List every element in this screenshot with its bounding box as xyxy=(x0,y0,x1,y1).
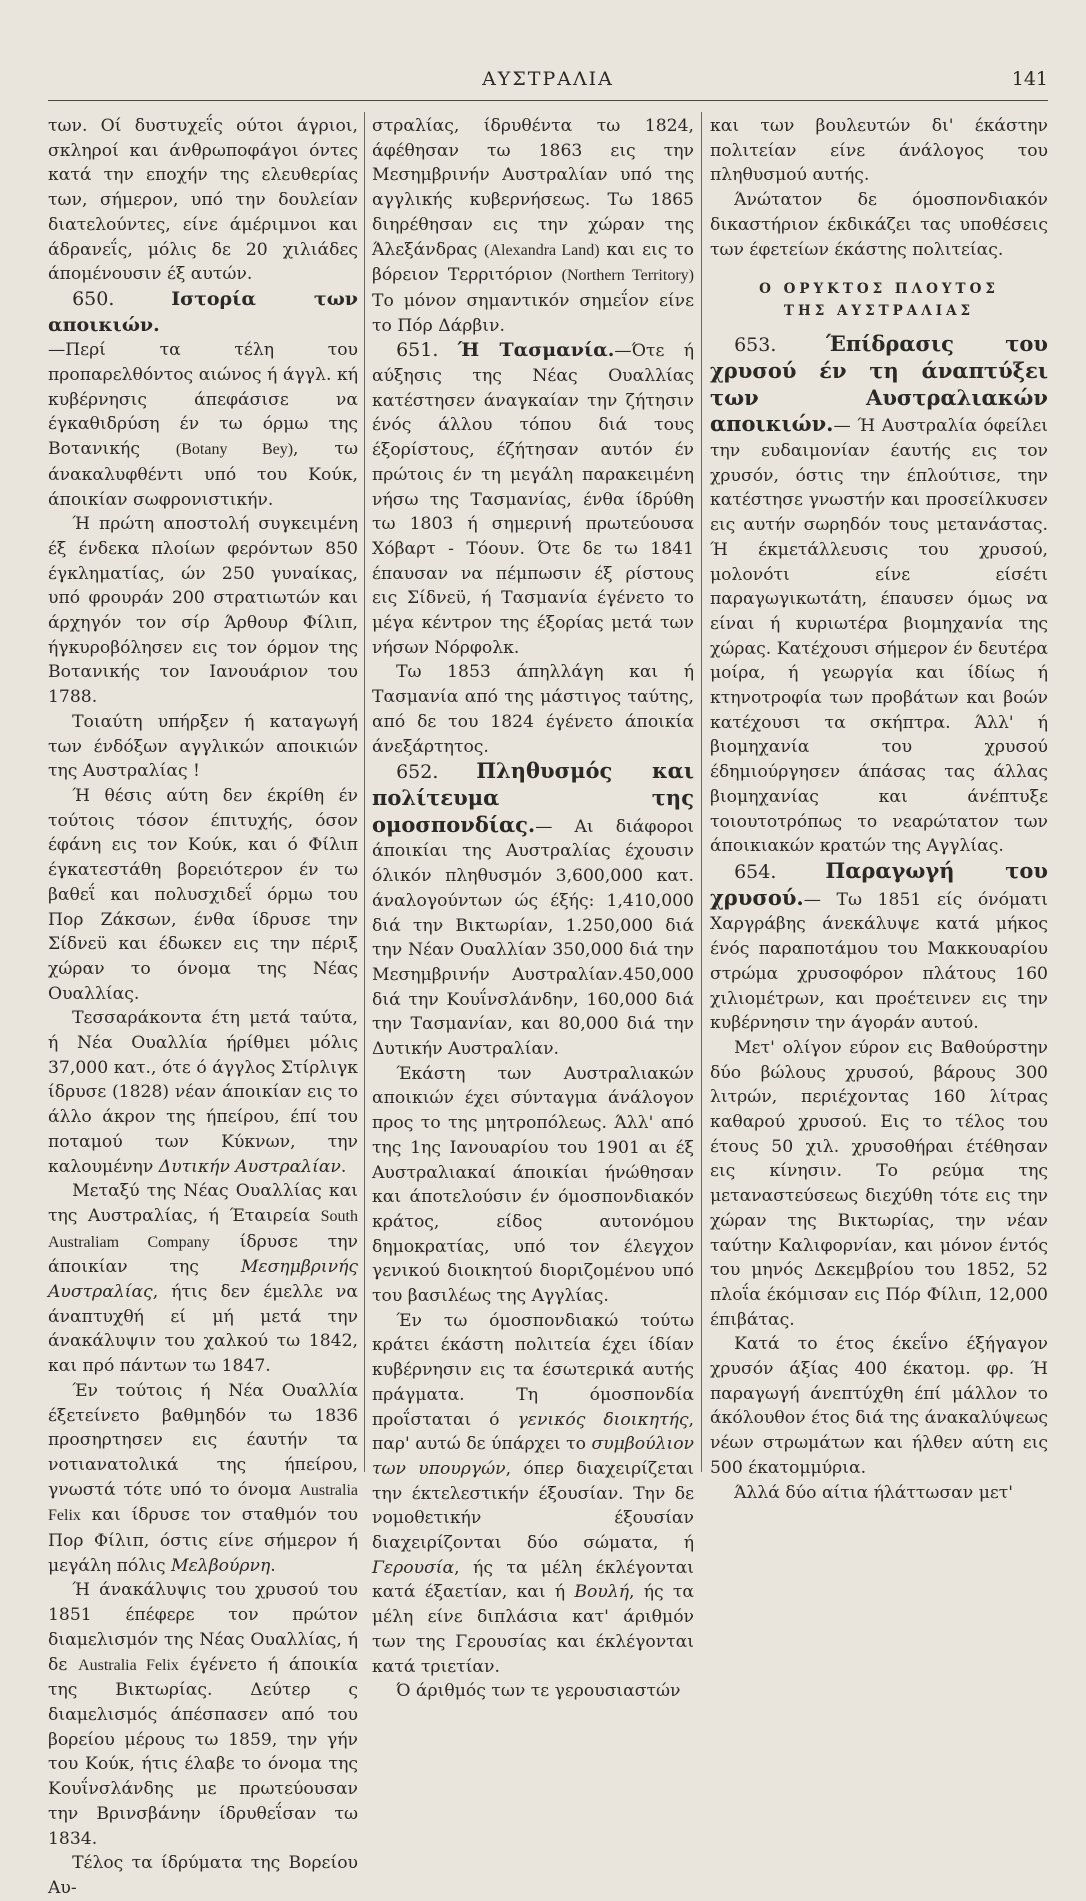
paragraph xyxy=(48,1179,358,1379)
text-run: , ήτις δεν έμελλε να άναπτυχθή εί μή μετά την άνακάλυψιν του χαλκού τω 1842, και πρό πάντων τω 1847. xyxy=(48,1282,358,1377)
paragraph: Άλλά δύο αίτια ήλάττωσαν μετ' xyxy=(734,1482,1014,1503)
paragraph: Κατά το έτος έκεΐνο έξήγαγον χρυσόν άξίας 400 έκατομ. φρ. Ή παραγωγή άνεπτύχθη έπί μάλλον το άκόλουθον έτος διά της άνακαλύψεως νέων στρωμάτων και ήλθεν αύτη εις 500 έκατομμύρια. xyxy=(710,1334,1048,1478)
italic-text: γενικός διοικητής xyxy=(517,1409,689,1430)
text-run: Ή άνακάλυψις του χρυσού του 1851 έπέφερε τον πρώτον διαμελισμόν της Νέας Ουαλλίας, ή δε xyxy=(48,1580,358,1675)
running-title: ΑΥΣΤΡΑΛΙΑ xyxy=(482,68,614,90)
section-title: Πληθυσμός και πολίτευμα της ομοσπονδίας. xyxy=(372,758,694,837)
section-number: 654. xyxy=(734,860,777,883)
paragraph xyxy=(48,114,358,287)
text-run: . xyxy=(270,1555,276,1576)
paragraph: Ή πρώτη αποστολή συγκειμένη έξ ένδεκα πλοίων φερόντων 850 έγκληματίας, ών 250 γυναίκας, υπό φρουράν 200 στρατιωτών και άρχηγόν τον σίρ Άρθουρ Φίλιπ, ήγκυροβόλησεν εις τον όρμον της Βοτανικής τον Ιανουάριον του 1788. xyxy=(48,514,358,708)
section-number: 653. xyxy=(734,334,777,357)
section-number: 651. xyxy=(396,339,439,362)
latin-text: South Australiam Company xyxy=(48,1207,358,1251)
text-run: . xyxy=(340,1156,347,1177)
paragraph: Ό άριθμός των τε γερουσιαστών xyxy=(396,1681,681,1702)
text-run: , ής τα μέλη είνε διπλάσια κατ' άριθμόν των της Γερουσίας και έκλέγονται κατά τριετίαν. xyxy=(372,1582,694,1677)
page-header xyxy=(48,68,1048,98)
text-run: , ής τα μέλη έκλέγονται κατά έξαετίαν, και ή xyxy=(372,1557,694,1603)
text-run: — Τω 1851 είς όνόματι Χαργράβης άνεκάλυψε κατά μήκος ένός παραποτάμου του Μακκουαρίου στρώμα χρυσοφόρον πλάτους 160 χιλιομέτρων, και προέτεινεν εις την κυβέρνησιν την άγοράν αυτού. xyxy=(710,889,1048,1034)
italic-text: Γερουσία xyxy=(372,1557,455,1578)
text-run: ίδρυσε την άποικίαν της xyxy=(48,1231,358,1278)
paragraph: Μετ' ολίγον εύρον εις Βαθούρστην δύο βώλους χρυσού, βάρους 300 λιτρών, περιέχοντας 160 λίτρας καθαρού χρυσού. Εις το τέλος του έτους 50 χιλ. χρυσοθήραι έτέθησαν εις κίνησιν. Το ρεύμα της μεταναστεύσεως διεχύθη τότε εις την χώραν της Βικτωρίας, την νέαν ταύτην Καλιφορνίαν, και μόνον έντός του μηνός Δεκεμβρίου του 1852, 52 πλοΐα έκόμισαν εις Πόρ Φίλιπ, 12,000 έπιβάτας. xyxy=(710,1037,1048,1330)
italic-text: Μεσημβρινής Αυστραλίας xyxy=(48,1257,358,1303)
text-run: Το μόνον σημαντικόν σημεΐον είνε το Πόρ Δάρβιν. xyxy=(372,290,694,336)
text-run: Έν τω όμοσπονδιακώ τούτω κράτει έκάστη πολιτεία έχει ίδίαν κυβέρνησιν εις τα έσωτερικά αυτής πράγματα. Τη όμοσπονδία προΐσταται ό xyxy=(372,1310,694,1430)
italic-text: συμβούλιον των υπουργών xyxy=(372,1434,694,1479)
paragraph: Έκάστη των Αυστραλιακών αποικιών έχει σύνταγμα άνάλογον προς το της μητροπόλεως. Άλλ' από της 1ης Ιανουαρίου του 1901 αι έξ Αυστραλιακαί άποικίαι ήνώθησαν και άποτελούσιν έν όμοσπονδιακόν κράτος, είδος αυτονόμου δημοκρατίας, υπό τον έλεγχον γενικού διοικητού διοριζομένου υπό του βασιλέως της Αγγλίας. xyxy=(372,1063,694,1307)
text-run: — Αι διάφοροι άποικίαι της Αυστραλίας έχουσιν όλικόν πληθυσμόν 3,600,000 κατ. άναλογούντων ώς έξής: 1,410,000 διά την Βικτωρίαν, 1.250,000 διά την Νέαν Ουαλλίαν 350,000 διά την Μεσημβρινήν Αυστραλίαν.450,000 διά την Κουΐνσλάνδην, 160,000 διά την Τασμανίαν, και 80,000 διά την Δυτικήν Αυστραλίαν. xyxy=(372,816,694,1060)
paragraph: Τοιαύτη υπήρξεν ή καταγωγή των ένδόξων αγγλικών αποικιών της Αυστραλίας ! xyxy=(48,711,358,782)
column-divider-1 xyxy=(364,112,365,1472)
section-650 xyxy=(48,287,358,338)
paragraph xyxy=(372,114,694,338)
paragraph xyxy=(48,1379,358,1579)
paragraph: Τω 1853 άπηλλάγη και ή Τασμανία από της μάστιγος ταύτης, από δε του 1824 έγένετο άποικία άνεξάρτητος. xyxy=(372,662,694,757)
section-653 xyxy=(710,332,1048,859)
section-651 xyxy=(372,338,694,660)
section-title: Ιστορία των αποικιών. xyxy=(48,287,358,336)
text-run: , όπερ διαχειρίζεται την έκτελεστικήν έξουσίαν. Την δε νομοθετικήν έξουσίαν διαχειρίζονται δύο σώματα, ή xyxy=(372,1458,694,1554)
latin-text: (Botany Bey) xyxy=(175,441,294,459)
paragraph-text: των. Οί δυστυχεΐς ούτοι άγριοι, σκληροί και άνθρωποφάγοι όντες κατά την εποχήν της ελευθερίας των, σήμερον, υπό την δουλείαν διατελούντες, είνε άμέριμνοι και άδρανεΐς, μόλις δε 20 χιλιάδες άπομένουσιν έξ αυτών. xyxy=(48,116,358,285)
text-run: Έν τούτοις ή Νέα Ουαλλία έξετείνετο βαθμηδόν τω 1836 προσηρτησεν εις έαυτήν τα νοτιανατολικά της ήπείρου, γνωστά τότε υπό το όνομα xyxy=(48,1380,358,1500)
section-title: Ή Τασμανία. xyxy=(457,339,615,362)
latin-text: Australia Felix xyxy=(48,1481,358,1525)
paragraph: Τέλος τα ίδρύματα της Βορείου Αυ- xyxy=(48,1853,358,1898)
column-3 xyxy=(710,114,1049,1503)
section-654 xyxy=(710,859,1048,1036)
column-divider-2 xyxy=(701,112,702,1472)
text-run: έγένετο ή άποικία της Βικτωρίας. Δεύτερ ς διαμελισμός άπέσπασεν από του βορείου μέρους τω 1859, την γήν του Κούκ, ήτις έλαβε το όνομα της Κουΐνσλάνδης με πρωτεύουσαν την Βρινσβάνην ίδρυθεΐσαν τω 1834. xyxy=(48,1654,358,1849)
chapter-heading xyxy=(710,278,1048,322)
text-run: —Περί τα τέλη του προπαρελθόντος αιώνος ή άγγλ. κή κυβέρνησις άπεφάσισε να έγκαθιδρύση έν τω όρμω της Βοτανικής xyxy=(48,340,358,460)
paragraph xyxy=(48,1006,358,1179)
text-run: Μεταξύ της Νέας Ουαλλίας και της Αυστραλίας, ή Έταιρεία xyxy=(48,1181,358,1226)
section-number: 652. xyxy=(396,761,439,784)
text-run: — Ή Αυστραλία όφείλει την ευδαιμονίαν έαυτής εις τον χρυσόν, όστις την έπλούτισε, την κατέστησε γνωστήν και προσείλκυσεν εις αυτήν σωρηδόν τους μετανάστας. Ή έκμετάλλευσις του χρυσού, μολονότι είνε είσέτι παραγωγικωτάτη, έπαυσεν όμως να είναι ή κυριωτέρα βιομηχανία της χώρας. Κατέχουσι σήμερον έν δευτέρα μοίρα, ή γεωργία και ίδίως ή κτηνοτροφία των προβάτων και βοών κατέχουσι τα σκήπτρα. Άλλ' ή βιομηχανία του χρυσού έδημιούργησεν άπάσας τας άλλας βιομηχανίας και άνέπτυξε τοιουτοτρόπως το νεαρώτατον των άποικιακών κρατών της Αγγλίας. xyxy=(710,416,1048,857)
chapter-heading-line-1: Ο ΟΡΥΚΤΟΣ ΠΛΟΥΤΟΣ xyxy=(759,281,999,298)
section-652 xyxy=(372,759,694,1061)
section-title: Έπίδρασις του χρυσού έν τη άναπτύξει των Αυστραλιακών αποικιών. xyxy=(710,331,1049,437)
latin-text: Australia Felix xyxy=(78,1656,179,1674)
column-2 xyxy=(372,114,694,1702)
italic-text: Δυτικήν Αυστραλίαν xyxy=(158,1156,341,1177)
paragraph: Ή θέσις αύτη δεν έκρίθη έν τούτοις τόσον έπιτυχής, όσον έφάνη εις τον Κούκ, και ό Φίλιπ έγκατεστάθη βορειότερον έν τω βαθεΐ και πολυσχιδεΐ όρμω του Πορ Ζάκσων, ένθα ίδρυσε την Σίδνεϋ και έδωκεν εις την πέριξ χώραν το όνομα της Νέας Ουαλλίας. xyxy=(48,785,358,1004)
header-rule xyxy=(48,100,1048,101)
text-run: , παρ' αυτώ δε ύπάρχει το xyxy=(372,1409,694,1455)
text-run: στραλίας, ίδρυθέντα τω 1824, άφέθησαν τω 1863 εις την Μεσημβρινήν Αυστραλίαν υπό της αγγλικής κυβερνήσεως. Τω 1865 διηρέθησαν εις την χώραν της Άλεξάνδρας xyxy=(372,116,694,260)
latin-text: (Alexandra Land) xyxy=(484,241,600,259)
chapter-heading-line-2: ΤΗΣ ΑΥΣΤΡΑΛΙΑΣ xyxy=(783,303,975,320)
section-number: 650. xyxy=(72,287,115,310)
text-run: και εις το βόρειον Τερριτόριον xyxy=(372,239,694,286)
italic-text: Βουλή xyxy=(574,1582,630,1603)
column-1 xyxy=(48,114,358,1898)
paragraph xyxy=(48,1578,358,1851)
page-number: 141 xyxy=(1011,68,1048,90)
text-run: —Ότε ή αύξησις της Νέας Ουαλλίας κατέστησεν άναγκαίαν την ζήτησιν ένός άλλου τόπου διά τους έξορίστους, έζήτησαν αυτόν έν πρώτοις έν τη μεγάλη παρακειμένη νήσω της Τασμανίας, ένθα ίδρύθη τω 1803 ή σημερινή πρωτεύουσα Χόβαρτ - Τόουν. Ότε δε τω 1841 έπαυσαν να πέμπωσιν έξ ρίστους εις Σίδνεϋ, ή Τασμανία έγένετο το μέγα κέντρον της έξορίας μετά των νήσων Νόρφολκ. xyxy=(372,341,694,658)
paragraph xyxy=(48,338,358,512)
text-run: και ίδρυσε τον σταθμόν του Πορ Φίλιπ, όστις είνε σήμερον ή μεγάλη πόλις xyxy=(48,1505,358,1576)
paragraph: και των βουλευτών δι' έκάστην πολιτείαν είνε άνάλογος του πληθυσμού αυτής. xyxy=(710,116,1048,186)
section-title: Παραγωγή του χρυσού. xyxy=(710,857,1048,910)
text-run: , τω άνακαλυφθέντι υπό του Κούκ, άποικίαν σωφρονιστικήν. xyxy=(48,439,358,510)
text-run: Τεσσαράκοντα έτη μετά ταύτα, ή Νέα Ουαλλία ήρίθμει μόλις 37,000 κατ., ότε ό άγγλος Στίρλιγκ ίδρυσε (1828) νέαν άποικίαν εις το άλλο άκρον της ήπείρου, έπί του ποταμού των Κύκνων, την καλουμένην xyxy=(48,1008,358,1177)
latin-text: (Northern Territory) xyxy=(561,267,694,285)
paragraph xyxy=(372,1309,694,1680)
italic-text: Μελβούρνη xyxy=(170,1555,271,1576)
paragraph: Άνώτατον δε όμοσπονδιακόν δικαστήριον έκδικάζει τας υποθέσεις των έφετείων έκάστης πολιτείας. xyxy=(710,190,1048,260)
